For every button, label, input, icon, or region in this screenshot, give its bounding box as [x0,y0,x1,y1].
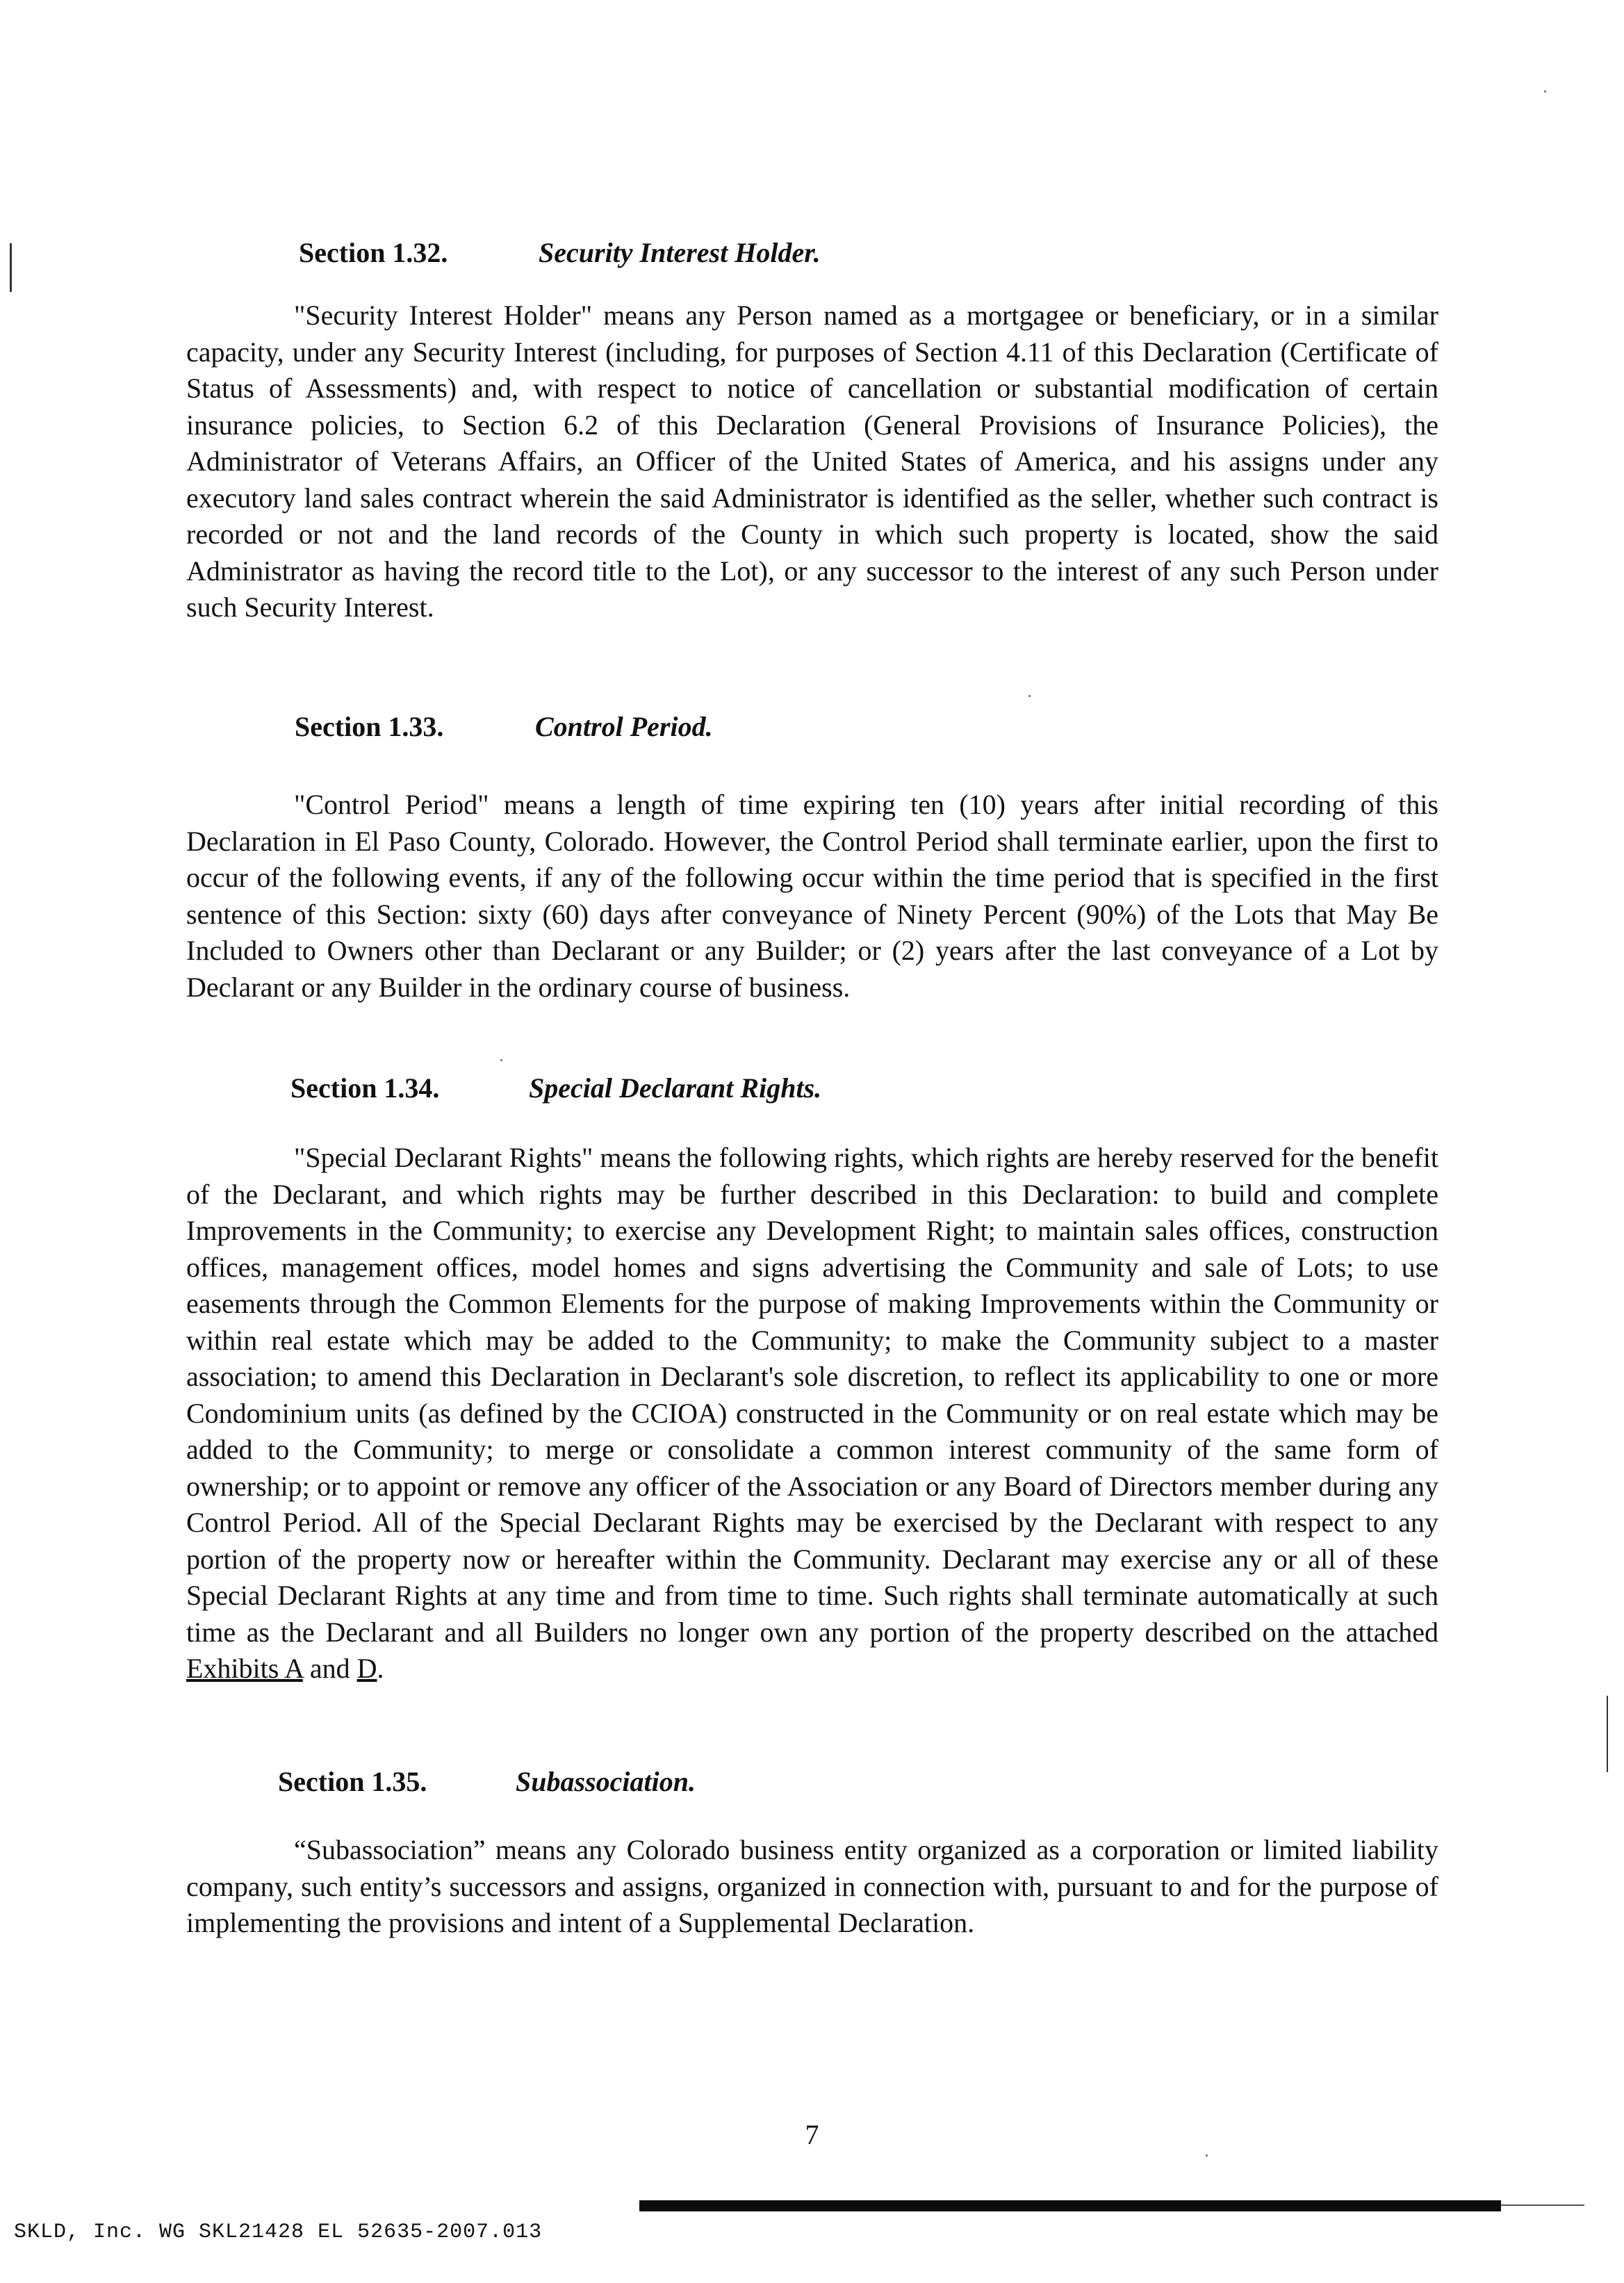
section-title: Special Declarant Rights. [529,1072,822,1104]
footer-rule [1501,2204,1584,2206]
section-number: Section 1.35. [278,1766,427,1797]
section-number: Section 1.32. [299,237,448,268]
section-title: Subassociation. [516,1766,696,1797]
scan-margin-mark [10,243,12,292]
section-body-text: “Subassociation” means any Colorado business entity organized as a corporation or limited liability company, such entity’s successors and assigns, organized in connection with, pursuant to and for the purpose of implementing the provisions and intent of a Supplemental Declaration. [186,1834,1438,1938]
section-title: Security Interest Holder. [539,237,821,268]
scan-speck [1206,2154,1208,2157]
footer-document-id: SKLD, Inc. WG SKL21428 EL 52635-2007.013 [14,2220,543,2244]
exhibit-end-period: . [377,1653,384,1684]
section-body-text: "Control Period" means a length of time expiring ten (10) years after initial recording of this Declaration in El Paso County, Colorado. However, the Control Period shall terminate earlier, upon the first to occur of the following events, if any of the following occur within the time period that is specified in the first sentence of this Section: sixty (60) days after conveyance of Ninety Percent (90%) of the Lots that May Be Included to Owners other than Declarant or any Builder; or (2) years after the last conveyance of a Lot by Declarant or any Builder in the ordinary course of business. [186,789,1438,1003]
page-number: 7 [805,2119,819,2150]
section-number: Section 1.34. [290,1072,440,1104]
section-heading [278,1765,696,1798]
exhibit-and-word: and [302,1653,357,1684]
section-number: Section 1.33. [295,711,444,742]
section-body [186,787,1438,1006]
scan-speck [500,1059,502,1061]
section-body-text: "Special Declarant Rights" means the following rights, which rights are hereby reserved for the benefit of the Declarant, and which rights may be further described in this Declaration: to build and complete Improvements in the Community; to exercise any Development Right; to maintain sales offices, construction offices, management offices, model homes and signs advertising the Community and sale of Lots; to use easements through the Common Elements for the purpose of making Improvements within the Community or within real estate which may be added to the Community; to make the Community subject to a master association; to amend this Declaration in Declarant's sole discretion, to reflect its applicability to one or more Condominium units (as defined by the CCIOA) constructed in the Community or on real estate which may be added to the Community; to merge or consolidate a common interest community of the same form of ownership; or to appoint or remove any officer of the Association or any Board of Directors member during any Control Period. All of the Special Declarant Rights may be exercised by the Declarant with respect to any portion of the property now or hereafter within the Community. Declarant may exercise any or all of these Special Declarant Rights at any time and from time to time. Such rights shall terminate automatically at such time as the Declarant and all Builders no longer own any portion of the property described on the attached [186,1142,1438,1648]
section-heading [290,1072,822,1104]
scan-margin-mark [1607,1696,1608,1772]
scan-speck [1544,90,1546,92]
scan-speck [1028,695,1031,697]
section-title: Control Period. [535,711,713,742]
footer-bar [639,2200,1501,2211]
section-body [186,1140,1438,1687]
section-heading [295,710,713,743]
section-body [186,297,1438,626]
exhibit-a-link: Exhibits A [186,1653,303,1684]
exhibit-d-link: D [356,1653,377,1684]
section-body-text: "Security Interest Holder" means any Person named as a mortgagee or beneficiary, or in a similar capacity, under any Security Interest (including, for purposes of Section 4.11 of this Declaration (Certificate of Status of Assessments) and, with respect to notice of cancellation or substantial modification of certain insurance policies, to Section 6.2 of this Declaration (General Provisions of Insurance Policies), the Administrator of Veterans Affairs, an Officer of the United States of America, and his assigns under any executory land sales contract wherein the said Administrator is identified as the seller, whether such contract is recorded or not and the land records of the County in which such property is located, show the said Administrator as having the record title to the Lot), or any successor to the interest of any such Person under such Security Interest. [186,300,1438,623]
section-body [186,1832,1438,1942]
section-heading [299,236,821,269]
